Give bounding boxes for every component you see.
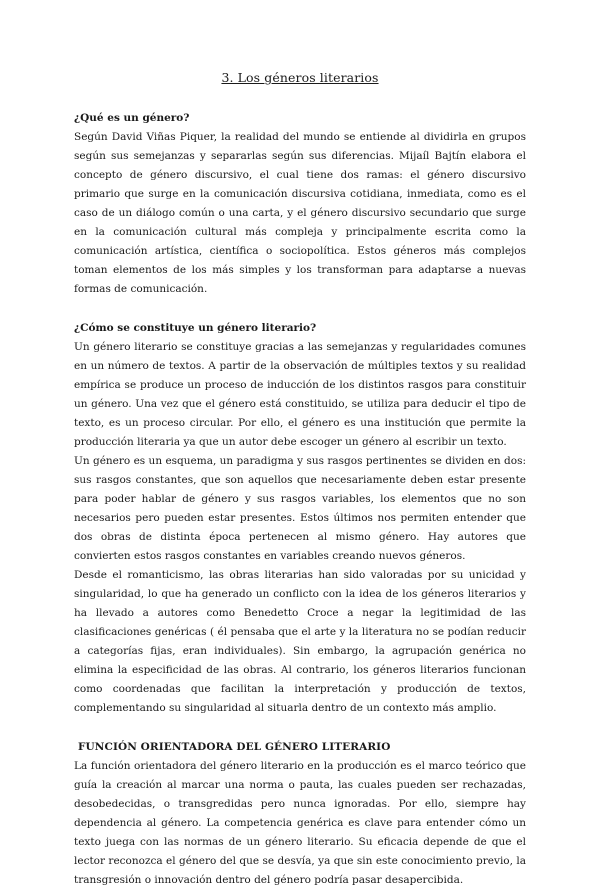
section-heading: ¿Qué es un género? — [74, 112, 190, 124]
section-spacer — [74, 718, 526, 738]
paragraph: Desde el romanticismo, las obras literarias han sido valoradas por su unicidad y singularidad, lo que ha generado un conflicto con la idea de los géneros literarios y ha llevado a autores como Benedetto Croce a negar la legitimidad de las clasificaciones genéricas ( él pensaba que el arte y la literatura no se podían reducir a categorías fijas, eran individuales). Sin embargo, la agrupación genérica no elimina la especificidad de las obras. Al contrario, los géneros literarios funcionan como coordenadas que facilitan la interpretación y producción de textos, complementando su singularidad al situarla dentro de un contexto más amplio. — [74, 569, 526, 714]
document-page — [74, 68, 526, 890]
section-como-se-constituye — [74, 319, 526, 718]
section-heading: FUNCIÓN ORIENTADORA DEL GÉNERO LITERARIO — [78, 741, 391, 753]
paragraph: Según David Viñas Piquer, la realidad del mundo se entiende al dividirla en grupos según sus semejanzas y separarlas según sus diferencias. Mijaíl Bajtín elabora el concepto de género discursivo, el cual tiene dos ramas: el género discursivo primario que surge en la comunicación discursiva cotidiana, inmediata, como es el caso de un diálogo común o una carta, y el género discursivo secundario que surge en la comunicación cultural más compleja y principalmente escrita como la comunicación artística, científica o sociopolítica. Estos géneros más complejos toman elementos de los más simples y los transforman para adaptarse a nuevas formas de comunicación. — [74, 131, 526, 295]
section-heading: ¿Cómo se constituye un género literario? — [74, 322, 317, 334]
paragraph: Un género literario se constituye gracias a las semejanzas y regularidades comunes en un número de textos. A partir de la observación de múltiples textos y su realidad empírica se produce un proceso de inducción de los distintos rasgos para constituir un género. Una vez que el género está constituido, se utiliza para deducir el tipo de texto, es un proceso circular. Por ello, el género es una institución que permite la producción literaria ya que un autor debe escoger un género al escribir un texto. — [74, 341, 526, 448]
section-que-es-un-genero — [74, 109, 526, 299]
section-funcion-orientadora — [74, 738, 526, 890]
paragraph: La función orientadora del género literario en la producción es el marco teórico que guía la creación al marcar una norma o pauta, las cuales pueden ser rechazadas, desobedecidas, o transgredidas pero nunca ignoradas. Por ello, siempre hay dependencia al género. La competencia genérica es clave para entender cómo un texto juega con las normas de un género literario. Su eficacia depende de que el lector reconozca el género del que se desvía, ya que sin este conocimiento previo, la transgresión o innovación dentro del género podría pasar desapercibida. — [74, 760, 526, 886]
page-title: 3. Los géneros literarios — [221, 70, 379, 85]
section-spacer — [74, 299, 526, 319]
paragraph: Un género es un esquema, un paradigma y sus rasgos pertinentes se dividen en dos: sus rasgos constantes, que son aquellos que necesariamente deben estar presente para poder hablar de género y sus rasgos variables, los elementos que no son necesarios pero pueden estar presentes. Estos últimos nos permiten entender que dos obras de distinta época pertenecen al mismo género. Hay autores que convierten estos rasgos constantes en variables creando nuevos géneros. — [74, 455, 526, 562]
